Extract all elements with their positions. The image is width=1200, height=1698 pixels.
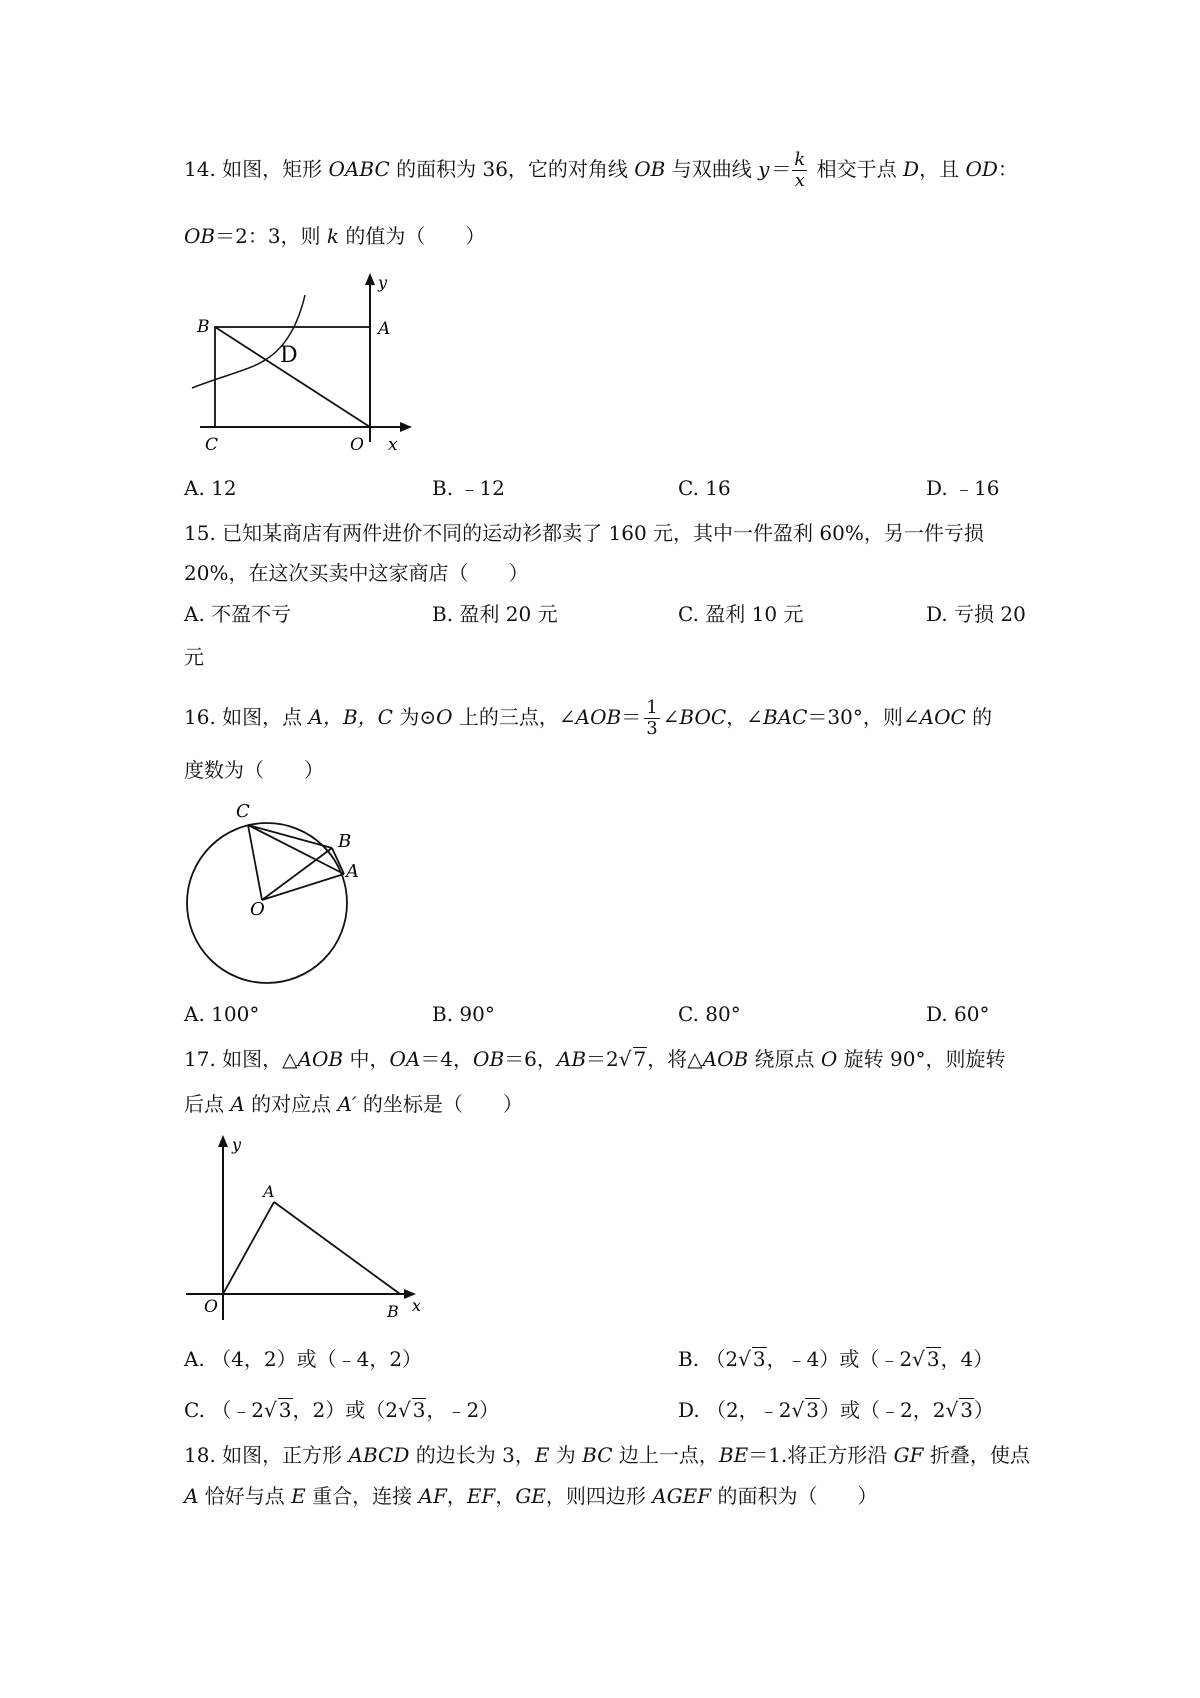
q18-line2: A 恰好与点 E 重合，连接 AF，EF，GE，则四边形 AGEF 的面积为（ ）	[184, 1484, 878, 1508]
q16-label-b: B	[338, 831, 352, 852]
q15-option-a[interactable]: A. 不盈不亏	[184, 602, 292, 626]
q16-figure	[180, 795, 380, 995]
q16-circle	[187, 823, 347, 983]
q14-fraction: $\frac{k}{x}$	[794, 149, 806, 191]
q17-option-a[interactable]: A. （4，2）或（﹣4，2）	[184, 1347, 423, 1371]
q14-label-y: y	[378, 273, 388, 292]
q18-line1: 18. 如图，正方形 ABCD 的边长为 3，E 为 BC 边上一点，BE＝1.将正方形沿 GF 折叠，使点	[184, 1443, 1030, 1467]
q14-number: 14.	[184, 157, 216, 181]
q16-line1: 16. 如图，点 A，B，C 为⊙O 上的三点，∠AOB＝ $\frac{1}{3}$ ∠BOC，∠BAC＝30°，则∠AOC 的	[184, 697, 993, 739]
q14-line2: OB＝2：3，则 k 的值为（ ）	[184, 224, 486, 248]
q14-label-c: C	[205, 435, 219, 455]
q14-y-arrow	[365, 273, 375, 285]
q17-line1: 17. 如图，△AOB 中，OA＝4，OB＝6，AB＝2√ 7，将△AOB 绕原点 O 旋转 90°，则旋转	[184, 1047, 1006, 1071]
q15-option-d[interactable]: D. 亏损 20	[926, 602, 1026, 626]
q17-label-y: y	[232, 1135, 242, 1154]
q16-option-d[interactable]: D. 60°	[926, 1002, 990, 1026]
q16-segment-ob	[262, 848, 332, 900]
q16-label-o: O	[250, 899, 265, 920]
q17-label-o: O	[204, 1297, 218, 1317]
radical-sign: √	[618, 1047, 632, 1071]
q14-line1: 14. 如图，矩形 OABC 的面积为 36，它的对角线 OB 与双曲线 y＝ $\frac{k}{x}$ 相交于点 D，且 OD：	[184, 149, 1018, 191]
q16-segment-cb	[248, 825, 332, 848]
q16-option-b[interactable]: B. 90°	[432, 1002, 495, 1026]
q17-option-c[interactable]: C. （﹣2√ 3，2）或（2√ 3，﹣2）	[184, 1398, 500, 1422]
q16-label-a: A	[346, 861, 359, 882]
q14-option-c[interactable]: C. 16	[678, 476, 731, 500]
q16-line2: 度数为（ ）	[184, 758, 324, 782]
q16-segment-oa	[262, 874, 344, 900]
q14-diagonal	[215, 327, 370, 427]
q15-line1: 15. 已知某商店有两件进价不同的运动衫都卖了 160 元，其中一件盈利 60%，另一件亏损	[184, 521, 984, 545]
q14-option-a[interactable]: A. 12	[184, 476, 237, 500]
q17-segment-oa	[223, 1202, 274, 1294]
q14-label-b: B	[197, 317, 210, 337]
q14-figure	[180, 270, 430, 455]
q17-figure	[180, 1130, 430, 1330]
q17-label-a: A	[263, 1182, 275, 1201]
q17-label-b: B	[387, 1302, 399, 1321]
q16-segment-oc	[248, 825, 262, 900]
q14-option-b[interactable]: B. ﹣12	[432, 476, 505, 500]
q15-option-c[interactable]: C. 盈利 10 元	[678, 602, 804, 626]
q15-option-d-wrap: 元	[184, 645, 204, 669]
q16-option-c[interactable]: C. 80°	[678, 1002, 741, 1026]
q17-option-b[interactable]: B. （2√ 3，﹣4）或（﹣2√ 3，4）	[678, 1347, 994, 1371]
q17-y-arrow	[218, 1135, 228, 1147]
q15-number: 15.	[184, 521, 216, 545]
q16-fraction: $\frac{1}{3}$	[646, 697, 658, 739]
q17-line2: 后点 A 的对应点 A′ 的坐标是（ ）	[184, 1092, 523, 1116]
q14-label-a: A	[378, 319, 391, 339]
q17-label-x: x	[412, 1296, 422, 1315]
q16-label-c: C	[236, 801, 250, 822]
q15-option-b[interactable]: B. 盈利 20 元	[432, 602, 558, 626]
q14-x-arrow	[400, 422, 412, 432]
q14-label-o: O	[350, 435, 364, 455]
q16-option-a[interactable]: A. 100°	[184, 1002, 260, 1026]
q17-number: 17.	[184, 1047, 216, 1071]
q16-number: 16.	[184, 705, 216, 729]
q14-option-d[interactable]: D. ﹣16	[926, 476, 1000, 500]
q18-number: 18.	[184, 1443, 216, 1467]
q15-line2: 20%，在这次买卖中这家商店（ ）	[184, 561, 529, 585]
q17-option-d[interactable]: D. （2，﹣2√ 3）或（﹣2，2√ 3）	[678, 1398, 994, 1422]
q17-segment-ab	[274, 1202, 400, 1294]
q14-label-x: x	[388, 435, 398, 455]
q14-label-d: D	[280, 343, 298, 368]
